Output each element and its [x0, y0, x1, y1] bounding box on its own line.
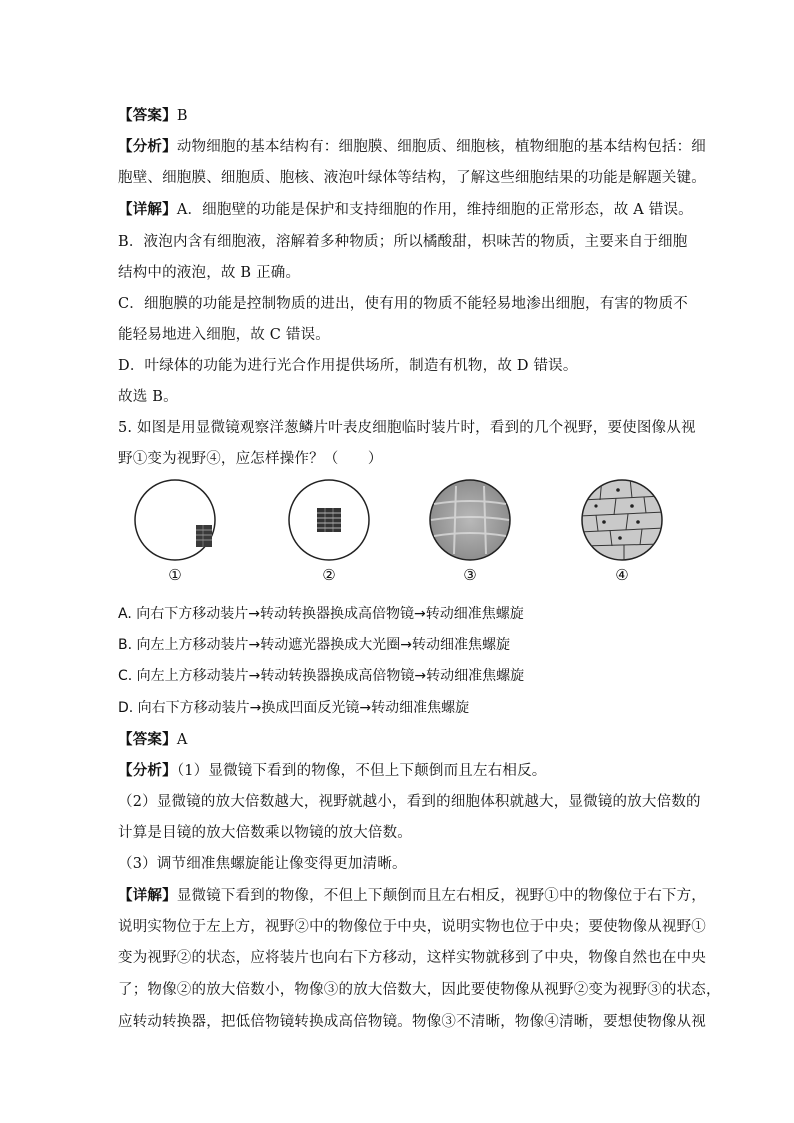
detail-1-c1: C．细胞膜的功能是控制物质的进出，使有用的物质不能轻易地渗出细胞，有害的物质不: [118, 296, 688, 312]
detail-1-b2: 结构中的液泡，故 B 正确。: [118, 265, 301, 281]
answer-value: A: [176, 732, 188, 748]
analysis-tag: 【分析】: [118, 138, 177, 155]
detail-2-line2: 说明实物位于左上方，视野②中的物像位于中央，说明实物也位于中央；要使物像从视野①: [118, 919, 706, 935]
detail-tag: 【详解】: [118, 201, 177, 218]
analysis-1-line2: 胞壁、细胞膜、细胞质、胞核、液泡叶绿体等结构，了解这些细胞结果的功能是解题关键。: [118, 170, 706, 186]
detail-tag: 【详解】: [118, 887, 177, 904]
detail-text: A．细胞壁的功能是保护和支持细胞的作用，维持细胞的正常形态，故 A 错误。: [176, 202, 693, 218]
detail-2-line3: 变为视野②的状态，应将装片也向右下方移动，这样实物就移到了中央，物像自然也在中央: [118, 950, 706, 966]
detail-2-line4: 了；物像②的放大倍数小，物像③的放大倍数大，因此要使物像从视野②变为视野③的状态，: [118, 982, 721, 998]
option-d: D. 向右下方移动装片→换成凹面反光镜→转动细准焦螺旋: [118, 700, 470, 716]
option-b: B. 向左上方移动装片→转动遮光器换成大光圈→转动细准焦螺旋: [118, 637, 510, 653]
figure-label-2: ②: [322, 566, 336, 584]
question-5-line2: 野①变为视野④，应怎样操作？（ ）: [118, 451, 383, 467]
microscope-view-4: [580, 478, 664, 562]
figure-label-3: ③: [463, 566, 477, 584]
microscope-view-2: [287, 478, 371, 562]
option-c: C. 向左上方移动装片→转动转换器换成高倍物镜→转动细准焦螺旋: [118, 668, 525, 684]
analysis-1-line1: [118, 135, 706, 156]
analysis-text: （1）显微镜下看到的物像，不但上下颠倒而且左右相反。: [176, 763, 547, 779]
analysis-2-line2: （2）显微镜的放大倍数越大，视野就越小，看到的细胞体积就越大，显微镜的放大倍数的: [118, 794, 701, 810]
detail-1-conclusion: 故选 B。: [118, 389, 178, 405]
answer-2: [118, 728, 187, 749]
analysis-text: 动物细胞的基本结构有：细胞膜、细胞质、细胞核，植物细胞的基本结构包括：细: [176, 139, 707, 155]
analysis-2-line1: [118, 759, 547, 780]
detail-1-a: [118, 198, 693, 219]
microscope-view-3: [428, 478, 512, 562]
figure-label-1: ①: [168, 566, 182, 584]
detail-2-line5: 应转动转换器，把低倍物镜转换成高倍物镜。物像③不清晰，物像④清晰，要想使物像从视: [118, 1014, 706, 1030]
microscope-view-1: [133, 478, 217, 562]
answer-tag: 【答案】: [118, 731, 177, 748]
detail-text: 显微镜下看到的物像，不但上下颠倒而且左右相反，视野①中的物像位于右下方，: [176, 888, 707, 904]
answer-value: B: [176, 108, 188, 124]
detail-1-b1: B．液泡内含有细胞液，溶解着多种物质；所以橘酸甜，枳味苦的物质，主要来自于细胞: [118, 234, 688, 250]
answer-1: [118, 104, 188, 125]
detail-2-line1: [118, 884, 706, 905]
detail-1-d: D．叶绿体的功能为进行光合作用提供场所，制造有机物，故 D 错误。: [118, 358, 578, 374]
option-a: A. 向右下方移动装片→转动转换器换成高倍物镜→转动细准焦螺旋: [118, 606, 524, 622]
analysis-tag: 【分析】: [118, 762, 177, 779]
figure-label-4: ④: [615, 566, 629, 584]
question-5-line1: 5. 如图是用显微镜观察洋葱鳞片叶表皮细胞临时装片时，看到的几个视野，要使图像从视: [118, 420, 696, 436]
cell-patch: [196, 525, 212, 547]
analysis-2-line4: （3）调节细准焦螺旋能让像变得更加清晰。: [118, 856, 407, 872]
answer-tag: 【答案】: [118, 107, 177, 124]
detail-1-c2: 能轻易地进入细胞，故 C 错误。: [118, 327, 331, 343]
analysis-2-line3: 计算是目镜的放大倍数乘以物镜的放大倍数。: [118, 825, 412, 841]
cell-patch: [317, 508, 341, 532]
